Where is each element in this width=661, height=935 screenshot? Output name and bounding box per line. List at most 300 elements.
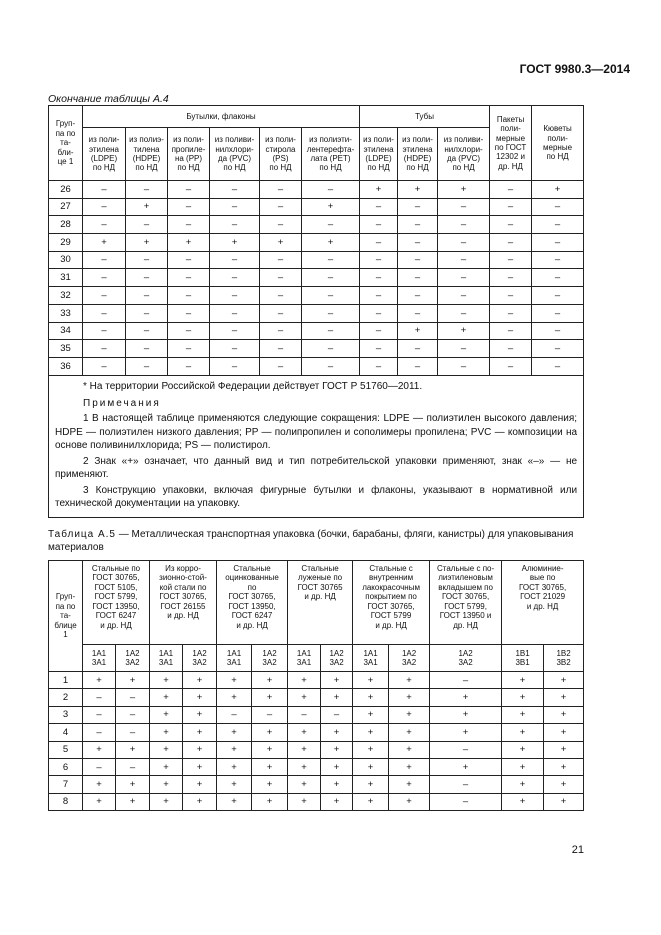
table-cell: + (150, 758, 183, 775)
table-cell: – (490, 234, 532, 252)
table-cell: + (544, 689, 584, 706)
table-cell: + (252, 758, 288, 775)
container-code-header: 1А2 3А2 (116, 645, 150, 672)
table-row (49, 357, 584, 375)
table-cell: – (260, 269, 302, 287)
table-cell: + (210, 234, 260, 252)
table-cell: + (502, 793, 544, 810)
table-cell: – (360, 198, 398, 216)
table-row (49, 672, 584, 689)
table-cell: – (126, 287, 168, 305)
table-cell: – (126, 269, 168, 287)
table-cell: + (252, 776, 288, 793)
table-cell: + (150, 672, 183, 689)
table-a5-title: — Металлическая транспортная упаковка (бочки, барабаны, фляги, канистры) для упаковывания материалов (48, 529, 574, 553)
group-number-cell: 29 (49, 234, 83, 252)
table-cell: + (183, 776, 217, 793)
group-number-cell: 31 (49, 269, 83, 287)
table-cell: + (544, 758, 584, 775)
container-type-header: Стальные по ГОСТ 30765, ГОСТ 5105, ГОСТ 5799, ГОСТ 13950, ГОСТ 6247 и др. НД (83, 561, 150, 645)
table-cell: – (260, 287, 302, 305)
table-row (49, 776, 584, 793)
group-number-cell: 3 (49, 706, 83, 723)
table-cell: – (288, 706, 321, 723)
table-cell: + (168, 234, 210, 252)
table-row (49, 689, 584, 706)
table-cell: + (150, 793, 183, 810)
group-number-cell: 34 (49, 322, 83, 340)
table-cell: – (398, 216, 438, 234)
table-cell: – (83, 357, 126, 375)
table-cell: + (532, 181, 584, 199)
table-cell: – (398, 234, 438, 252)
table-row (49, 340, 584, 358)
table-a4-notes (49, 375, 584, 517)
table-cell: + (83, 793, 116, 810)
group-number-cell: 27 (49, 198, 83, 216)
container-code-header: 1А2 3А2 (321, 645, 353, 672)
table-cell: – (438, 251, 490, 269)
bottle-column-header: из полиэ- тилена (HDPE) по НД (126, 128, 168, 181)
group-number-cell: 5 (49, 741, 83, 758)
table-cell: + (544, 724, 584, 741)
table-cell: + (353, 741, 389, 758)
table-cell: – (398, 251, 438, 269)
table-cell: – (360, 357, 398, 375)
table-row (49, 758, 584, 775)
table-cell: + (430, 706, 502, 723)
table-cell: – (260, 198, 302, 216)
table-cell: – (210, 322, 260, 340)
table-cell: + (353, 672, 389, 689)
table-cell: + (353, 758, 389, 775)
table-cell: – (490, 287, 532, 305)
table-cell: – (398, 340, 438, 358)
cuvettes-header: Кюветы поли- мерные по НД (532, 106, 584, 181)
table-cell: – (398, 198, 438, 216)
table-cell: + (217, 689, 252, 706)
container-type-header: Стальные луженые по ГОСТ 30765 и др. НД (288, 561, 353, 645)
table-cell: + (544, 741, 584, 758)
table-row (49, 198, 584, 216)
table-cell: + (502, 776, 544, 793)
table-cell: – (116, 724, 150, 741)
table-cell: + (353, 776, 389, 793)
table-cell: – (302, 304, 360, 322)
table-cell: – (532, 340, 584, 358)
table-cell: – (168, 216, 210, 234)
table-cell: + (502, 724, 544, 741)
table-cell: + (321, 689, 353, 706)
group-number-cell: 1 (49, 672, 83, 689)
group-number-cell: 28 (49, 216, 83, 234)
table-cell: – (260, 251, 302, 269)
group-number-cell: 4 (49, 724, 83, 741)
table-cell: – (532, 322, 584, 340)
bags-header: Пакеты поли- мерные по ГОСТ 12302 и др. НД (490, 106, 532, 181)
table-cell: – (116, 706, 150, 723)
table-cell: + (353, 689, 389, 706)
table-cell: – (490, 216, 532, 234)
table-cell: – (398, 269, 438, 287)
table-cell: – (210, 198, 260, 216)
table-cell: – (83, 758, 116, 775)
bottle-column-header: из поливи- нилхлори- да (PVC) по НД (210, 128, 260, 181)
table-cell: + (252, 724, 288, 741)
table-cell: + (389, 724, 430, 741)
table-row (49, 724, 584, 741)
table-cell: – (126, 340, 168, 358)
table-a4-continuation-caption: Окончание таблицы А.4 (48, 93, 169, 105)
table-cell: – (168, 198, 210, 216)
table-cell: + (353, 724, 389, 741)
table-cell: – (168, 340, 210, 358)
table-cell: – (83, 269, 126, 287)
table-cell: + (438, 322, 490, 340)
table-cell: – (252, 706, 288, 723)
table-cell: + (183, 706, 217, 723)
table-cell: – (168, 287, 210, 305)
table-cell: – (126, 322, 168, 340)
table-cell: – (210, 340, 260, 358)
container-code-header: 1А1 3А1 (288, 645, 321, 672)
container-type-header: Из корро- зионно-стой- кой стали по ГОСТ 30765, ГОСТ 26155 и др. НД (150, 561, 217, 645)
table-cell: + (544, 776, 584, 793)
table-cell: + (183, 724, 217, 741)
table-cell: – (360, 216, 398, 234)
table-cell: – (217, 706, 252, 723)
table-cell: – (168, 322, 210, 340)
table-row (49, 216, 584, 234)
table-cell: + (217, 793, 252, 810)
group-number-cell: 35 (49, 340, 83, 358)
table-cell: – (360, 251, 398, 269)
table-cell: – (398, 304, 438, 322)
note-item: 1 В настоящей таблице применяются следующие сокращения: LDPE — полиэтилен высокого давления; HDPE — полиэтилен низкого давления; PP — полипропилен и сополимеры пропилена; PVC — композиции на основе поливинилхлорида; PS — полистирол. (55, 413, 578, 452)
container-code-header: 1А2 3А2 (430, 645, 502, 672)
notes-title: Примечания (83, 398, 161, 410)
table-cell: + (150, 741, 183, 758)
table-cell: – (168, 181, 210, 199)
container-code-header: 1А1 3А1 (150, 645, 183, 672)
table-row (49, 181, 584, 199)
table-cell: – (302, 216, 360, 234)
table-cell: + (288, 689, 321, 706)
table-cell: – (126, 216, 168, 234)
table-cell: + (260, 234, 302, 252)
table-cell: – (168, 269, 210, 287)
table-cell: – (490, 357, 532, 375)
table-cell: + (502, 672, 544, 689)
table-cell: – (83, 181, 126, 199)
table-cell: + (389, 776, 430, 793)
table-cell: – (83, 251, 126, 269)
table-cell: – (532, 251, 584, 269)
table-cell: + (430, 689, 502, 706)
group-column-header: Груп- па по та- блице 1 (49, 561, 83, 672)
table-cell: – (302, 251, 360, 269)
table-cell: – (438, 198, 490, 216)
table-cell: + (288, 758, 321, 775)
group-number-cell: 2 (49, 689, 83, 706)
table-cell: + (502, 689, 544, 706)
table-cell: – (438, 287, 490, 305)
table-cell: – (260, 181, 302, 199)
table-cell: + (288, 724, 321, 741)
table-cell: + (150, 724, 183, 741)
group-number-cell: 8 (49, 793, 83, 810)
bottles-header: Бутылки, флаконы (83, 106, 360, 128)
table-cell: – (532, 234, 584, 252)
bottle-column-header: из полиэти- лентерефта- лата (РЕТ) по НД (302, 128, 360, 181)
table-cell: + (116, 672, 150, 689)
table-cell: – (321, 706, 353, 723)
container-code-header: 1В1 3В1 (502, 645, 544, 672)
table-row (49, 234, 584, 252)
table-cell: + (288, 672, 321, 689)
table-cell: – (490, 340, 532, 358)
table-cell: – (210, 287, 260, 305)
group-number-cell: 7 (49, 776, 83, 793)
group-number-cell: 33 (49, 304, 83, 322)
standard-designation: ГОСТ 9980.3—2014 (519, 62, 630, 76)
table-cell: – (360, 287, 398, 305)
table-cell: – (83, 304, 126, 322)
table-cell: – (210, 181, 260, 199)
table-cell: – (490, 322, 532, 340)
table-cell: – (210, 269, 260, 287)
table-cell: – (260, 322, 302, 340)
table-row (49, 287, 584, 305)
table-cell: – (438, 357, 490, 375)
table-cell: – (260, 216, 302, 234)
table-cell: + (150, 689, 183, 706)
table-cell: – (490, 251, 532, 269)
table-cell: – (302, 322, 360, 340)
table-cell: – (210, 304, 260, 322)
table-cell: + (389, 706, 430, 723)
table-cell: – (126, 251, 168, 269)
table-cell: – (260, 304, 302, 322)
table-cell: + (389, 793, 430, 810)
table-cell: + (83, 672, 116, 689)
table-cell: + (252, 672, 288, 689)
table-cell: + (389, 758, 430, 775)
table-row (49, 322, 584, 340)
table-cell: – (126, 357, 168, 375)
table-a5-caption (48, 528, 588, 554)
group-number-cell: 26 (49, 181, 83, 199)
table-cell: + (183, 689, 217, 706)
table-cell: + (83, 776, 116, 793)
table-cell: + (430, 724, 502, 741)
table-cell: + (252, 689, 288, 706)
table-cell: + (302, 198, 360, 216)
table-cell: + (321, 741, 353, 758)
table-cell: – (438, 216, 490, 234)
table-cell: + (288, 793, 321, 810)
table-cell: + (544, 793, 584, 810)
table-cell: + (116, 741, 150, 758)
table-cell: + (217, 741, 252, 758)
tube-column-header: из поливи- нилхлори- да (PVC) по НД (438, 128, 490, 181)
table-cell: + (502, 741, 544, 758)
table-cell: – (490, 198, 532, 216)
table-row (49, 304, 584, 322)
table-a5 (48, 560, 584, 811)
container-code-header: 1В2 3В2 (544, 645, 584, 672)
container-code-header: 1А2 3А2 (183, 645, 217, 672)
table-cell: – (83, 724, 116, 741)
table-a4-continuation (48, 105, 584, 518)
table-cell: + (353, 706, 389, 723)
table-cell: + (288, 776, 321, 793)
table-cell: – (398, 287, 438, 305)
table-cell: – (360, 304, 398, 322)
bottle-column-header: из поли- пропиле- на (РР) по НД (168, 128, 210, 181)
bottle-column-header: из поли- стирола (PS) по НД (260, 128, 302, 181)
tubes-header: Тубы (360, 106, 490, 128)
footnote: * На территории Российской Федерации действует ГОСТ Р 51760—2011. (83, 380, 423, 392)
table-cell: + (126, 198, 168, 216)
table-cell: – (360, 340, 398, 358)
table-cell: – (302, 287, 360, 305)
table-cell: + (116, 793, 150, 810)
table-cell: – (260, 340, 302, 358)
table-cell: – (360, 322, 398, 340)
table-cell: + (252, 793, 288, 810)
table-cell: – (430, 672, 502, 689)
table-cell: – (210, 357, 260, 375)
table-cell: – (532, 269, 584, 287)
table-a5-label: Таблица А.5 (48, 529, 116, 540)
table-cell: – (83, 340, 126, 358)
table-cell: + (398, 181, 438, 199)
container-code-header: 1А1 3А1 (353, 645, 389, 672)
table-cell: + (217, 758, 252, 775)
table-cell: + (502, 706, 544, 723)
table-cell: – (210, 251, 260, 269)
table-cell: + (183, 793, 217, 810)
container-type-header: Стальные оцинкованные по ГОСТ 30765, ГОСТ 13950, ГОСТ 6247 и др. НД (217, 561, 288, 645)
table-cell: + (150, 706, 183, 723)
group-column-header: Груп- па по та- бли- це 1 (49, 106, 83, 181)
bottle-column-header: из поли- этилена (LDPE) по НД (83, 128, 126, 181)
table-cell: + (430, 758, 502, 775)
table-cell: + (544, 672, 584, 689)
table-cell: – (83, 706, 116, 723)
table-cell: + (389, 672, 430, 689)
table-cell: + (544, 706, 584, 723)
table-cell: + (353, 793, 389, 810)
table-cell: + (288, 741, 321, 758)
table-cell: – (168, 251, 210, 269)
table-row (49, 706, 584, 723)
container-code-header: 1А1 3А1 (217, 645, 252, 672)
table-cell: + (217, 776, 252, 793)
table-cell: + (183, 672, 217, 689)
table-cell: + (217, 724, 252, 741)
table-cell: – (116, 758, 150, 775)
table-cell: – (430, 793, 502, 810)
table-cell: – (438, 340, 490, 358)
tube-column-header: из поли- этилена (HDPE) по НД (398, 128, 438, 181)
table-cell: + (360, 181, 398, 199)
group-number-cell: 36 (49, 357, 83, 375)
table-cell: – (302, 269, 360, 287)
table-cell: – (438, 304, 490, 322)
table-cell: + (321, 672, 353, 689)
container-type-header: Стальные с внутренним лакокрасочным покрытием по ГОСТ 30765, ГОСТ 5799 и др. НД (353, 561, 430, 645)
table-cell: – (438, 234, 490, 252)
table-cell: + (302, 234, 360, 252)
container-code-header: 1А2 3А2 (252, 645, 288, 672)
table-cell: + (321, 758, 353, 775)
table-cell: + (252, 741, 288, 758)
table-cell: – (168, 304, 210, 322)
container-type-header: Алюминие- вые по ГОСТ 30765, ГОСТ 21029 и др. НД (502, 561, 584, 645)
table-cell: – (532, 357, 584, 375)
table-cell: – (430, 741, 502, 758)
table-row (49, 793, 584, 810)
table-cell: + (183, 758, 217, 775)
table-cell: – (398, 357, 438, 375)
table-cell: + (389, 741, 430, 758)
group-number-cell: 32 (49, 287, 83, 305)
table-cell: – (83, 287, 126, 305)
table-cell: – (260, 357, 302, 375)
table-cell: – (532, 216, 584, 234)
table-cell: + (150, 776, 183, 793)
table-cell: – (168, 357, 210, 375)
table-cell: – (490, 181, 532, 199)
table-row (49, 251, 584, 269)
group-number-cell: 6 (49, 758, 83, 775)
table-cell: + (217, 672, 252, 689)
table-cell: – (532, 304, 584, 322)
container-code-header: 1А1 3А1 (83, 645, 116, 672)
table-cell: – (302, 357, 360, 375)
table-cell: + (321, 776, 353, 793)
table-cell: – (210, 216, 260, 234)
table-cell: – (430, 776, 502, 793)
table-cell: – (490, 304, 532, 322)
table-cell: + (126, 234, 168, 252)
table-cell: – (83, 689, 116, 706)
tube-column-header: из поли- этилена (LDPE) по НД (360, 128, 398, 181)
note-item: 3 Конструкцию упаковки, включая фигурные бутылки и флаконы, указывают в нормативной или технической документации на упаковку. (55, 484, 578, 510)
table-cell: – (360, 269, 398, 287)
table-cell: – (83, 322, 126, 340)
table-cell: – (116, 689, 150, 706)
group-number-cell: 30 (49, 251, 83, 269)
table-cell: – (83, 216, 126, 234)
table-cell: – (490, 269, 532, 287)
table-cell: – (532, 287, 584, 305)
table-cell: + (321, 793, 353, 810)
table-cell: – (360, 234, 398, 252)
table-cell: – (302, 181, 360, 199)
table-cell: + (389, 689, 430, 706)
table-cell: + (83, 741, 116, 758)
table-cell: + (398, 322, 438, 340)
table-cell: + (438, 181, 490, 199)
table-cell: + (83, 234, 126, 252)
table-cell: – (302, 340, 360, 358)
page-number: 21 (571, 844, 584, 856)
table-cell: + (116, 776, 150, 793)
table-cell: – (126, 181, 168, 199)
